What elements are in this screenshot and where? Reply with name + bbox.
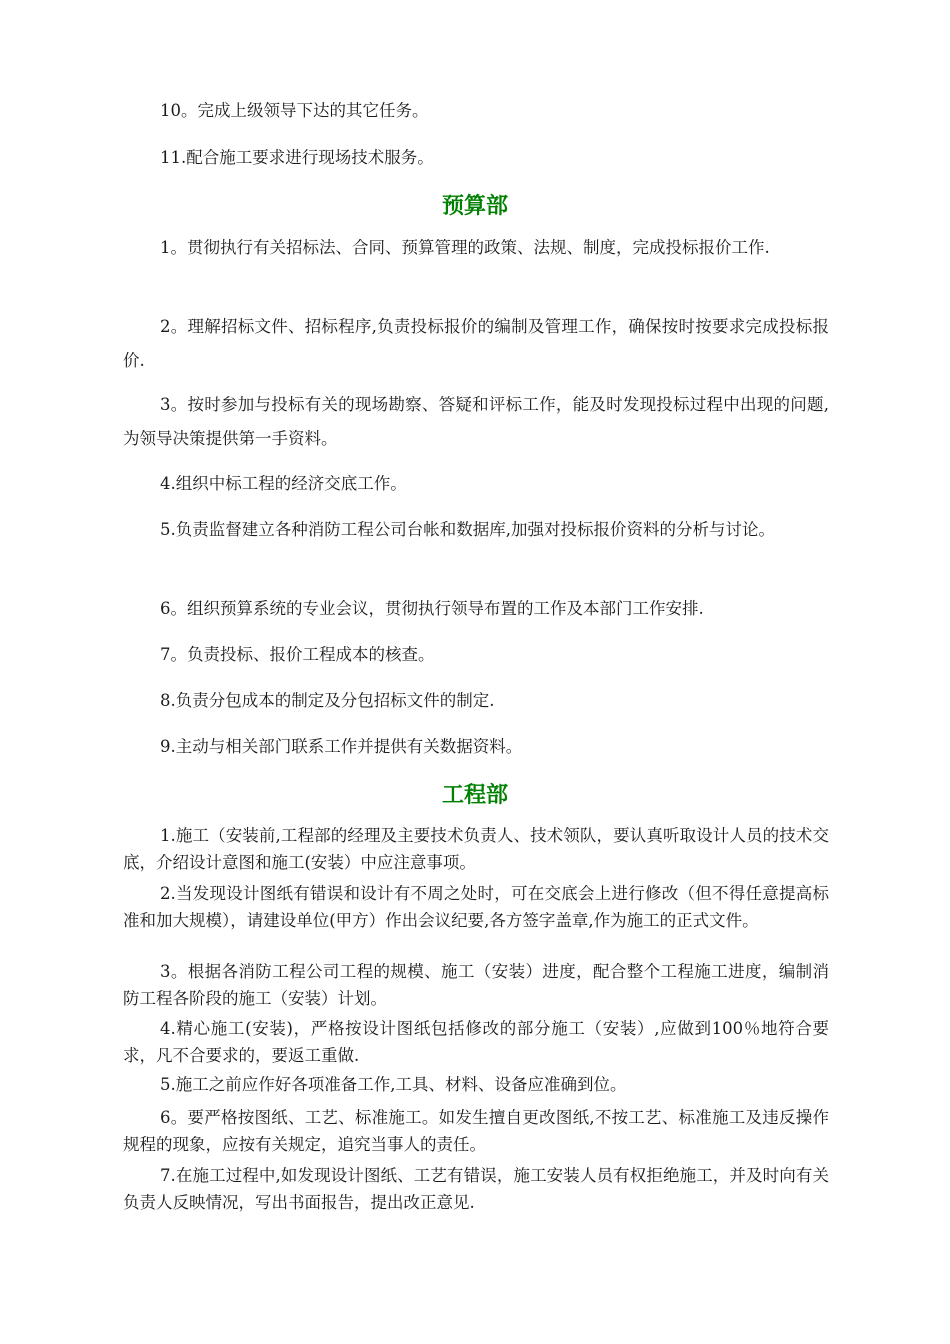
engineering-item-2: 2.当发现设计图纸有错误和设计有不周之处时，可在交底会上进行修改（但不得任意提高标准和加大规模），请建设单位(甲方）作出会议纪要,各方签字盖章,作为施工的正式文件。 bbox=[123, 884, 829, 930]
budget-item-8: 8.负责分包成本的制定及分包招标文件的制定. bbox=[160, 691, 495, 710]
engineering-section-title: 工程部 bbox=[441, 783, 508, 808]
budget-item-5: 5.负责监督建立各种消防工程公司台帐和数据库,加强对投标报价资料的分析与讨论。 bbox=[160, 520, 775, 539]
engineering-item-1: 1.施工（安装前,工程部的经理及主要技术负责人、技术领队，要认真听取设计人员的技术交底，介绍设计意图和施工(安装）中应注意事项。 bbox=[123, 826, 829, 872]
engineering-item-3: 3。根据各消防工程公司工程的规模、施工（安装）进度，配合整个工程施工进度，编制消防工程各阶段的施工（安装）计划。 bbox=[123, 962, 829, 1008]
budget-item-3: 3。按时参加与投标有关的现场勘察、答疑和评标工作，能及时发现投标过程中出现的问题,为领导决策提供第一手资料。 bbox=[123, 395, 829, 448]
engineering-item-7: 7.在施工过程中,如发现设计图纸、工艺有错误，施工安装人员有权拒绝施工，并及时向有关负责人反映情况，写出书面报告，提出改正意见. bbox=[123, 1166, 829, 1212]
budget-item-2: 2。理解招标文件、招标程序,负责投标报价的编制及管理工作，确保按时按要求完成投标报价. bbox=[123, 317, 829, 370]
engineering-item-5: 5.施工之前应作好各项准备工作,工具、材料、设备应准确到位。 bbox=[160, 1075, 627, 1094]
budget-item-7: 7。负责投标、报价工程成本的核查。 bbox=[160, 645, 435, 664]
intro-item-10: 10。完成上级领导下达的其它任务。 bbox=[160, 101, 429, 120]
budget-section-title: 预算部 bbox=[441, 194, 508, 219]
budget-item-4: 4.组织中标工程的经济交底工作。 bbox=[160, 474, 407, 493]
engineering-item-6: 6。要严格按图纸、工艺、标准施工。如发生擅自更改图纸,不按工艺、标准施工及违反操作规程的现象，应按有关规定，追究当事人的责任。 bbox=[123, 1108, 829, 1154]
intro-item-11: 11.配合施工要求进行现场技术服务。 bbox=[160, 148, 434, 167]
engineering-item-4: 4.精心施工(安装)，严格按设计图纸包括修改的部分施工（安装）,应做到100％地符合要求，凡不合要求的，要返工重做. bbox=[123, 1019, 829, 1065]
budget-item-9: 9.主动与相关部门联系工作并提供有关数据资料。 bbox=[160, 737, 523, 756]
budget-item-6: 6。组织预算系统的专业会议，贯彻执行领导布置的工作及本部门工作安排. bbox=[160, 599, 704, 618]
budget-item-1: 1。贯彻执行有关招标法、合同、预算管理的政策、法规、制度，完成投标报价工作. bbox=[160, 238, 770, 257]
